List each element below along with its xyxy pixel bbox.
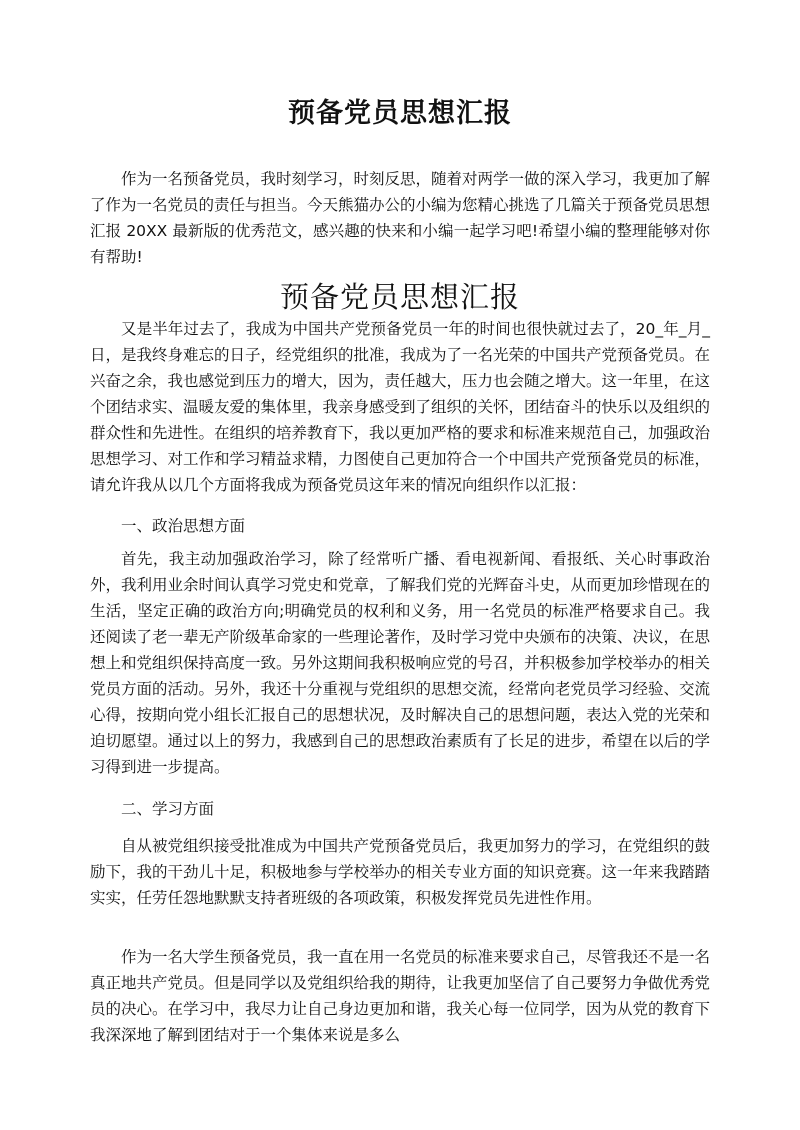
body-paragraph-4: 作为一名大学生预备党员，我一直在用一名党员的标准来要求自己，尽管我还不是一名真正地共产党员。但是同学以及党组织给我的期待，让我更加坚信了自己要努力争做优秀党员的决心。在学习中，我尽力让自己身边更加和谐，我关心每一位同学，因为从党的教育下我深深地了解到团结对于一个集体来说是多么: [90, 948, 711, 1044]
section-heading-study: 二、学习方面: [121, 800, 215, 818]
intro-paragraph: 作为一名预备党员，我时刻学习，时刻反思，随着对两学一做的深入学习，我更加了解了作为一名党员的责任与担当。今天熊猫办公的小编为您精心挑选了几篇关于预备党员思想汇报 20XX 最新版的优秀范文，感兴趣的快来和小编一起学习吧!希望小编的整理能够对你有帮助!: [90, 170, 711, 266]
body-paragraph-2: 首先，我主动加强政治学习，除了经常听广播、看电视新闻、看报纸、关心时事政治外，我利用业余时间认真学习党史和党章，了解我们党的光辉奋斗史，从而更加珍惜现在的生活，坚定正确的政治方向;明确党员的权利和义务，用一名党员的标准严格要求自己。我还阅读了老一辈无产阶级革命家的一些理论著作，及时学习党中央颁布的决策、决议，在思想上和党组织保持高度一致。另外这期间我积极响应党的号召，并积极参加学校举办的相关党员方面的活动。另外，我还十分重视与党组织的思想交流，经常向老党员学习经验、交流心得，按期向党小组长汇报自己的思想状况，及时解决自己的思想问题，表达入党的光荣和迫切愿望。通过以上的努力，我感到自己的思想政治素质有了长足的进步，希望在以后的学习得到进一步提高。: [90, 550, 711, 776]
document-title: 预备党员思想汇报: [288, 98, 512, 129]
section-heading-politics: 一、政治思想方面: [121, 517, 246, 535]
body-paragraph-3: 自从被党组织接受批准成为中国共产党预备党员后，我更加努力的学习，在党组织的鼓励下，我的干劲儿十足，积极地参与学校举办的相关专业方面的知识竞赛。这一年来我踏踏实实，任劳任怨地默默支持者班级的各项政策，积极发挥党员先进性作用。: [90, 837, 711, 907]
document-subtitle: 预备党员思想汇报: [279, 280, 520, 314]
body-paragraph-1: 又是半年过去了，我成为中国共产党预备党员一年的时间也很快就过去了，20_年_月_日，是我终身难忘的日子，经党组织的批准，我成为了一名光荣的中国共产党预备党员。在兴奋之余，我也感觉到压力的增大，因为，责任越大，压力也会随之增大。这一年里，在这个团结求实、温暖友爱的集体里，我亲身感受到了组织的关怀，团结奋斗的快乐以及组织的群众性和先进性。在组织的培养教育下，我以更加严格的要求和标准来规范自己，加强政治思想学习、对工作和学习精益求精，力图使自己更加符合一个中国共产党预备党员的标准，请允许我从以几个方面将我成为预备党员这年来的情况向组织作以汇报：: [90, 320, 711, 494]
